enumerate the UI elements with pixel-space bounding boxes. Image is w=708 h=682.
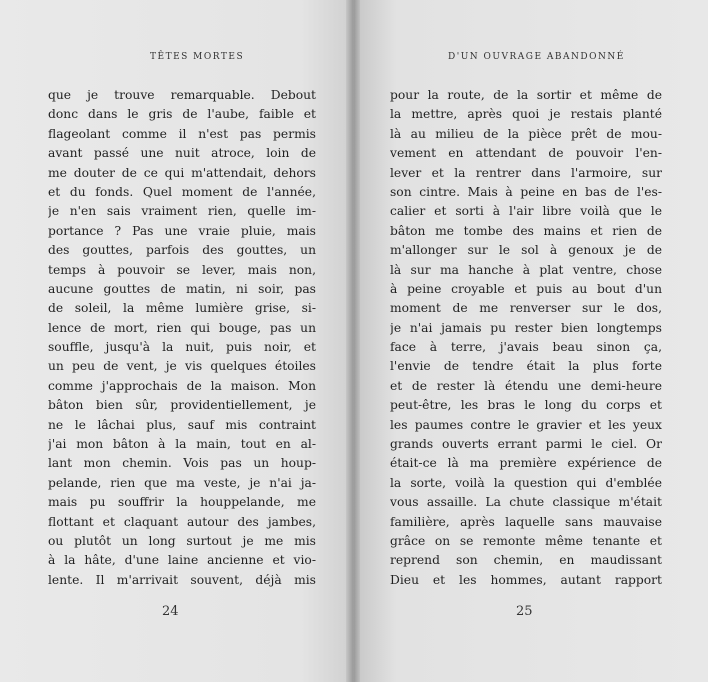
- text-line: mais pu souffrir la houppelande, me: [48, 495, 316, 510]
- text-line: peut-être, les bras le long du corps et: [390, 398, 662, 413]
- text-line: reprend son chemin, en maudissant: [390, 553, 662, 568]
- text-line: bâton me tombe des mains et rien de: [390, 223, 662, 238]
- text-line: bâton bien sûr, providentiellement, je: [48, 398, 316, 413]
- text-line: grands ouverts errant parmi le ciel. Or: [390, 437, 662, 452]
- text-line: un peu de vent, je vis quelques étoiles: [48, 359, 316, 374]
- right-page-number: 25: [516, 604, 533, 619]
- text-line: donc dans le gris de l'aube, faible et: [48, 107, 316, 122]
- text-line: pelande, rien que ma veste, je n'ai ja-: [48, 475, 316, 490]
- text-line: que je trouve remarquable. Debout: [48, 88, 316, 102]
- text-line: là au milieu de la pièce prêt de mou-: [390, 126, 662, 141]
- text-line: l'envie de tendre était la plus forte: [390, 359, 662, 374]
- right-text-block: [390, 86, 662, 590]
- text-line: je n'ai jamais pu rester bien longtemps: [390, 320, 662, 335]
- text-line: m'allonger sur le sol à genoux je de: [390, 243, 662, 258]
- text-line: me douter de ce qui m'attendait, dehors: [48, 165, 316, 180]
- text-line: familière, après laquelle sans mauvaise: [390, 514, 662, 529]
- text-line: grâce on se remonte même tenante et: [390, 533, 662, 548]
- left-running-head: TÊTES MORTES: [150, 52, 245, 62]
- text-line: des gouttes, parfois des gouttes, un: [48, 243, 316, 258]
- text-line: lant mon chemin. Vois pas un houp-: [48, 456, 316, 471]
- text-line: de soleil, la même lumière grise, si-: [48, 301, 316, 316]
- text-line: flageolant comme il n'est pas permis: [48, 126, 316, 141]
- text-line: la mettre, après quoi je restais planté: [390, 107, 662, 122]
- text-line: la sorte, voilà la question qui d'emblée: [390, 475, 662, 490]
- text-line: comme j'approchais de la maison. Mon: [48, 378, 316, 393]
- text-line: ou plutôt un long surtout je me mis: [48, 533, 316, 548]
- text-line: flottant et claquant autour des jambes,: [48, 514, 316, 529]
- text-line: vous assaille. La chute classique m'était: [390, 495, 662, 510]
- text-line: les paumes contre le gravier et les yeux: [390, 417, 662, 432]
- text-line: était-ce là ma première expérience de: [390, 456, 662, 471]
- text-line: lever et la rentrer dans l'armoire, sur: [390, 165, 662, 180]
- text-line: Dieu et les hommes, autant rapport: [390, 572, 662, 587]
- text-line: moment de me renverser sur le dos,: [390, 301, 662, 316]
- text-line: lence de mort, rien qui bouge, pas un: [48, 320, 316, 335]
- text-line: à la hâte, d'une laine ancienne et vio-: [48, 553, 316, 568]
- text-line: temps à pouvoir se lever, mais non,: [48, 262, 316, 277]
- text-line: aucune gouttes de matin, ni soir, pas: [48, 281, 316, 296]
- text-line: souffle, jusqu'à la nuit, puis noir, et: [48, 340, 316, 355]
- text-line: et de rester là étendu une demi-heure: [390, 378, 662, 393]
- left-page-number: 24: [162, 604, 179, 619]
- right-page: [354, 0, 708, 682]
- text-line: lente. Il m'arrivait souvent, déjà mis: [48, 572, 316, 587]
- text-line: ne le lâchai plus, sauf mis contraint: [48, 417, 316, 432]
- text-line: à peine croyable et puis au bout d'un: [390, 281, 662, 296]
- text-line: là sur ma hanche à plat ventre, chose: [390, 262, 662, 277]
- text-line: vement en attendant de pouvoir l'en-: [390, 146, 662, 161]
- text-line: face à terre, j'avais beau sinon ça,: [390, 340, 662, 355]
- text-line: et du fonds. Quel moment de l'année,: [48, 184, 316, 199]
- text-line: je n'en sais vraiment rien, quelle im-: [48, 204, 316, 219]
- text-line: pour la route, de la sortir et même de: [390, 88, 662, 102]
- book-gutter: [346, 0, 360, 682]
- text-line: avant passé une nuit atroce, loin de: [48, 146, 316, 161]
- text-line: son cintre. Mais à peine en bas de l'es-: [390, 184, 662, 199]
- text-line: portance ? Pas une vraie pluie, mais: [48, 223, 316, 238]
- text-line: j'ai mon bâton à la main, tout en al-: [48, 437, 316, 452]
- right-running-head: D'UN OUVRAGE ABANDONNÉ: [448, 52, 625, 62]
- text-line: calier et sorti à l'air libre voilà que le: [390, 204, 662, 219]
- left-text-block: [48, 86, 316, 590]
